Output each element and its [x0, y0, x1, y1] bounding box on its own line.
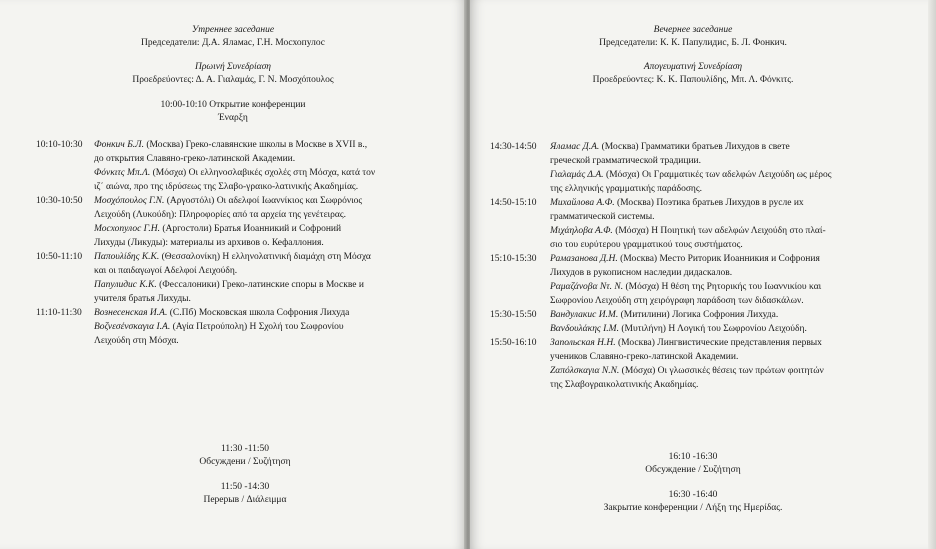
entry-line	[94, 236, 446, 250]
speaker-name: Ζαπόλσκαγια Ν.Ν.	[550, 366, 620, 376]
talk-text: (Μόσχα) Η Ποιητική των αδελφών Λειχούδη στο πλαί-	[612, 226, 826, 236]
entry-body	[550, 336, 906, 392]
entry-body	[94, 138, 446, 194]
entry-line	[550, 378, 906, 392]
entry-time: 10:30-10:50	[36, 196, 83, 206]
morning-session-title-ru: Утреннее заседание	[191, 25, 275, 35]
evening-session-title-ru: Вечернее заседание	[653, 25, 733, 35]
entry-line	[94, 292, 446, 306]
talk-text: ιζ΄ αιώνα, προ της ιδρύσεως της Σλαβο-γραικο-λατινικής Ακαδημίας.	[94, 182, 359, 192]
evening-chairs-gr: Προεδρεύοντες: Κ. Κ. Παπουλίδης, Μπ. Λ. Φόνκιτς.	[592, 75, 794, 85]
entry-line	[94, 222, 446, 236]
entry-line	[94, 208, 446, 222]
speaker-name: Ραμαζάνοβα Ντ. Ν.	[550, 282, 624, 292]
entry-line	[550, 210, 906, 224]
talk-text: (Аргостоли) Братья Иоанникий и Софроний	[159, 224, 342, 234]
entry-line	[550, 182, 906, 196]
entry-time: 14:50-15:10	[490, 198, 537, 208]
talk-text: учителя братья Лихуды.	[94, 294, 191, 304]
entry-line	[550, 238, 906, 252]
speaker-name: Папулидис К.К.	[94, 280, 157, 290]
program-entry	[490, 308, 906, 336]
talk-text: σιο του ευρύτερου γραμματικού τους συστήματος.	[550, 240, 743, 250]
talk-text: грамматической системы.	[550, 212, 655, 222]
entry-body	[550, 140, 906, 196]
entry-time: 11:10-11:30	[36, 308, 82, 318]
entry-body	[550, 308, 906, 336]
speaker-name: Мосхопулос Г.Н.	[94, 224, 160, 234]
speaker-name: Вознесенская И.А.	[94, 308, 168, 318]
entry-body	[94, 250, 446, 306]
entry-line	[550, 364, 906, 378]
left-page	[0, 0, 466, 549]
entry-line	[550, 140, 906, 154]
entry-time: 15:30-15:50	[490, 310, 537, 320]
entry-line	[550, 322, 906, 336]
entry-body	[94, 306, 446, 348]
speaker-name: Вандулакис И.М.	[550, 310, 619, 320]
talk-text: της ελληνικής γραμματικής παράδοσης.	[550, 184, 703, 194]
break-time: 11:50 -14:30	[220, 482, 270, 492]
talk-text: (Москва) Место Риторик Иоанникия и Софрония	[617, 254, 820, 264]
talk-text: (Μόσχα) Η θέση της Ρητορικής του Ιωαννικίου και	[623, 282, 822, 292]
talk-text: (С.Пб) Московская школа Софрония Лихуда	[167, 308, 350, 318]
talk-text: (Москва) Лингвистические представления первых	[615, 338, 822, 348]
entry-time: 15:10-15:30	[490, 254, 537, 264]
talk-text: (Αγία Πετρούπολη) Η Σχολή του Σωφρονίου	[170, 322, 344, 332]
entry-line	[94, 152, 446, 166]
opening-gr: Έναρξη	[218, 113, 248, 123]
entry-line	[550, 252, 906, 266]
talk-text: Лихудов в рукописном наследии дидаскалов.	[550, 268, 733, 278]
entry-line	[94, 138, 446, 152]
closing-label: Закрытие конференции / Λήξη της Ημερίδας.	[603, 503, 783, 513]
speaker-name: Βοζνεσένσκαγια Ι.Α.	[94, 322, 171, 332]
speaker-name: Μιχάηλοβα Α.Φ.	[550, 226, 613, 236]
talk-text: (Μόσχα) Οι ελληνοσλαβικές σχολές στη Μόσχα, κατά τον	[150, 168, 376, 178]
entry-line	[94, 320, 446, 334]
program-entry	[490, 336, 906, 392]
speaker-name: Михайлова А.Ф.	[550, 198, 615, 208]
program-entry	[490, 196, 906, 252]
entry-line	[550, 154, 906, 168]
talk-text: греческой грамматической традиции.	[550, 156, 702, 166]
talk-text: до открытия Славяно-греко-латинской Академии.	[94, 154, 296, 164]
opening-ru: 10:00-10:10 Открытие конференции	[160, 100, 306, 110]
talk-text: (Москва) Поэтика братьев Лихудов в русле их	[614, 198, 804, 208]
entry-line	[550, 168, 906, 182]
entry-line	[550, 308, 906, 322]
morning-session-title-gr: Πρωινή Συνεδρίαση	[194, 62, 272, 72]
entry-line	[94, 166, 446, 180]
entry-body	[550, 252, 906, 308]
speaker-name: Παπουλίδης Κ.Κ.	[94, 252, 160, 262]
speaker-name: Γιαλαμάς Δ.Α.	[550, 170, 604, 180]
program-entry	[490, 140, 906, 196]
entry-time: 10:50-11:10	[36, 252, 83, 262]
program-entry	[36, 194, 446, 250]
talk-text: Лихуды (Ликуды): материалы из архивов о. Кефаллония.	[94, 238, 324, 248]
speaker-name: Яламас Д.А.	[550, 142, 600, 152]
right-page	[470, 0, 936, 549]
talk-text: της Σλαβογραικολατινικής Ακαδημίας.	[550, 380, 699, 390]
entry-time: 14:30-14:50	[490, 142, 537, 152]
entry-time: 15:50-16:10	[490, 338, 537, 348]
entry-body	[550, 196, 906, 252]
entry-line	[94, 250, 446, 264]
talk-text: (Фессалоники) Греко-латинские споры в Москве и	[156, 280, 364, 290]
entry-line	[550, 266, 906, 280]
talk-text: учеников Славяно-греко-латинской Академии.	[550, 352, 739, 362]
talk-text: (Αργοστόλι) Οι αδελφοί Ιωαννίκιος και Σωφρόνιος	[164, 196, 363, 206]
page-edge	[928, 0, 936, 549]
talk-text: και οι παιδαγωγοί Αδελφοί Λειχούδη.	[94, 266, 238, 276]
talk-text: (Θεσσαλονίκη) Η ελληνολατινική διαμάχη στη Μόσχα	[159, 252, 371, 262]
speaker-name: Βανδουλάκης Ι.Μ.	[550, 324, 619, 334]
program-entry	[490, 252, 906, 308]
talk-text: (Москва) Греко-славянские школы в Москве в XVII в.,	[144, 140, 368, 150]
entry-time: 10:10-10:30	[36, 140, 83, 150]
speaker-name: Рамазанова Д.Н.	[550, 254, 618, 264]
speaker-name: Μοσχόπουλος Γ.Ν.	[94, 196, 165, 206]
program-entry	[36, 138, 446, 194]
evening-session-title-gr: Απογευματινή Συνεδρίαση	[643, 62, 743, 72]
morning-chairs-gr: Προεδρεύοντες: Δ. Α. Γιαλαμάς, Γ. Ν. Μοσχόπουλος	[132, 75, 334, 85]
talk-text: (Μόσχα) Οι γλωσσικές θέσεις των πρώτων φοιτητών	[619, 366, 824, 376]
evening-discussion-label: Обсуждение / Συζήτηση	[645, 465, 741, 475]
entry-line	[94, 264, 446, 278]
evening-discussion-time: 16:10 -16:30	[668, 452, 718, 462]
entry-line	[550, 336, 906, 350]
talk-text: Λειχούδη στη Μόσχα.	[94, 336, 179, 346]
talk-text: (Москва) Грамматики братьев Лихудов в свете	[599, 142, 790, 152]
entry-line	[550, 280, 906, 294]
entry-line	[94, 334, 446, 348]
discussion-label: Обсуждени / Συζήτηση	[199, 457, 291, 467]
evening-chairs-ru: Председатели: К. К. Папулидис, Б. Л. Фонкич.	[599, 38, 787, 48]
entry-line	[550, 224, 906, 238]
speaker-name: Запольская Н.Н.	[550, 338, 616, 348]
speaker-name: Фонкич Б.Л.	[94, 140, 144, 150]
program-entry	[36, 250, 446, 306]
talk-text: Σωφρονίου Λειχούδη στη χειρόγραφη παράδοση των διδασκάλων.	[550, 296, 804, 306]
entry-line	[550, 196, 906, 210]
talk-text: Λειχούδη (Λυκούδη): Πληροφορίες από τα αρχεία της γενέτειρας.	[94, 210, 346, 220]
entry-body	[94, 194, 446, 250]
entry-line	[94, 306, 446, 320]
morning-chairs-ru: Председатели: Д.А. Яламас, Г.Н. Мосхопулос	[140, 38, 326, 48]
closing-time: 16:30 -16:40	[668, 490, 718, 500]
entry-line	[550, 294, 906, 308]
speaker-name: Φόνκιτς Μπ.Λ.	[94, 168, 151, 178]
talk-text: (Μυτιλήνη) Η Λογική του Σωφρονίου Λειχούδη.	[618, 324, 807, 334]
entry-line	[94, 194, 446, 208]
entry-line	[94, 278, 446, 292]
talk-text: (Μόσχα) Οι Γραμματικές των αδελφών Λειχούδη ως μέρος	[603, 170, 832, 180]
discussion-time: 11:30 -11:50	[220, 444, 270, 454]
entry-line	[94, 180, 446, 194]
talk-text: (Митилини) Логика Софрония Лихуда.	[618, 310, 779, 320]
break-label: Перерыв / Διάλειμμα	[203, 495, 287, 505]
program-entry	[36, 306, 446, 348]
entry-line	[550, 350, 906, 364]
